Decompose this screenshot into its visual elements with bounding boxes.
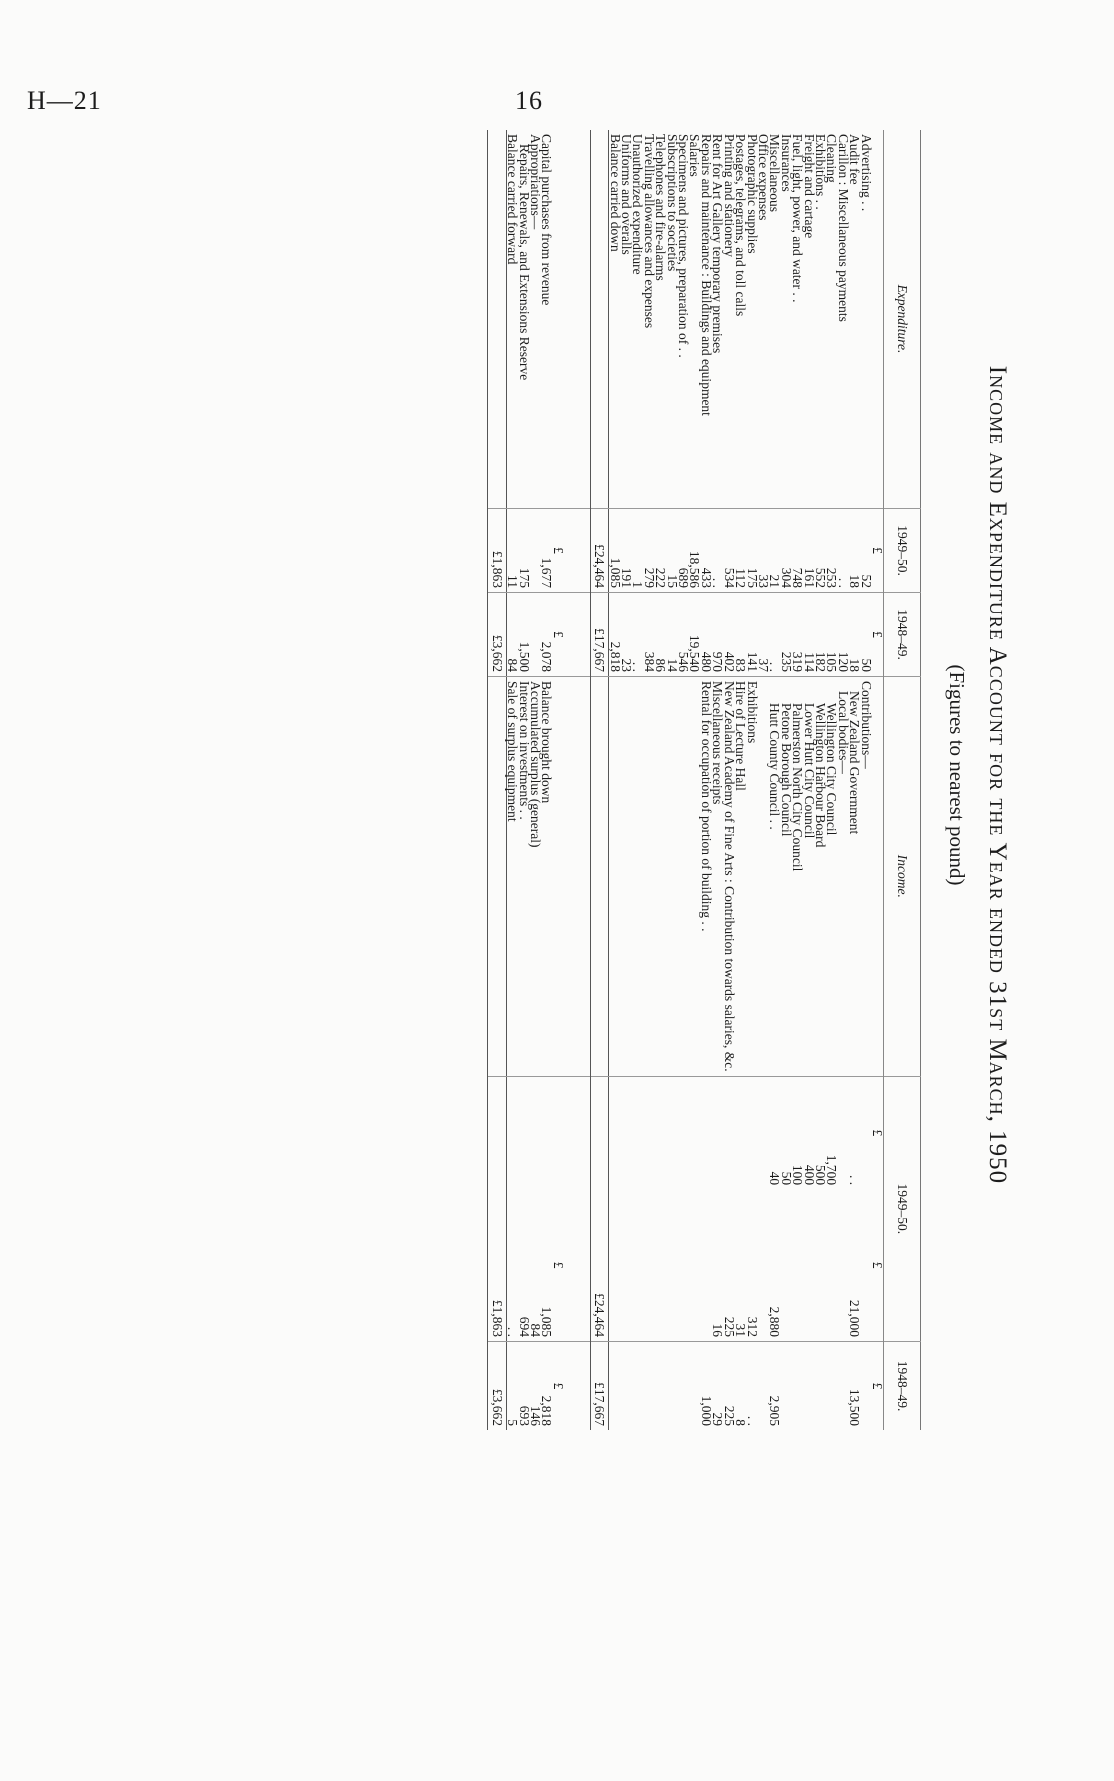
- expenditure-1949-50: 112: [735, 509, 746, 593]
- spacer: [552, 130, 563, 509]
- currency: £: [552, 509, 563, 593]
- expenditure-item: Carillon : Miscellaneous payments: [835, 134, 851, 322]
- income-total-1948-49: £3,662: [488, 1342, 506, 1431]
- expenditure-1949-50: 1,677: [541, 509, 552, 593]
- spacer: [564, 1076, 591, 1189]
- spacer: [488, 677, 506, 1077]
- income-1949-50-sub: £: [872, 1076, 884, 1189]
- income-1949-50-sub: [666, 1076, 677, 1189]
- account-table: [487, 130, 921, 1430]
- income-1949-50-sub: [701, 1076, 712, 1189]
- income-1949-50: [701, 1189, 712, 1341]
- expenditure-1949-50: 1,085: [609, 509, 621, 593]
- expenditure-item: Repairs, Renewals, and Extensions Reserve: [516, 144, 532, 381]
- expenditure-item: Postages, telegrams, and toll calls: [733, 134, 749, 317]
- expenditure-1949-50: 552: [815, 509, 826, 593]
- income-1948-49: [803, 1342, 814, 1431]
- table-row: [609, 130, 621, 1430]
- spacer: [564, 1189, 591, 1341]
- page-title: Income and Expenditure Account for the Year ended 31st March, 1950: [984, 365, 1011, 1185]
- expenditure-1948-49: 480: [701, 593, 712, 677]
- income-1949-50-sub: 50: [780, 1076, 791, 1189]
- expenditure-item: Salaries: [687, 134, 703, 177]
- expenditure-1949-50: 433: [701, 509, 712, 593]
- expenditure-1949-50: 534: [723, 509, 734, 593]
- expenditure-1949-50: 191: [621, 509, 632, 593]
- report-code: H—21: [27, 86, 102, 115]
- expenditure-1948-49: . .: [632, 593, 643, 677]
- income-1948-49: [609, 1342, 621, 1431]
- income-1948-49: 693: [518, 1342, 529, 1431]
- income-1948-49: 146: [530, 1342, 541, 1431]
- expenditure-1948-49: 18: [849, 593, 860, 677]
- income-1948-49: 225: [723, 1342, 734, 1431]
- expenditure-1948-49: 182: [815, 593, 826, 677]
- income-1948-49: [792, 1342, 803, 1431]
- spacer: [488, 1076, 506, 1189]
- spacer: [590, 1076, 608, 1189]
- expenditure-item: Advertising . .: [858, 134, 874, 212]
- income-item: [666, 677, 677, 1077]
- expenditure-item: Office expenses: [755, 134, 771, 221]
- expenditure-item: Specimens and pictures, preparation of . .: [676, 134, 692, 358]
- income-item: [643, 677, 654, 1077]
- expenditure-1948-49: 235: [780, 593, 791, 677]
- income-1949-50-sub: [712, 1076, 723, 1189]
- expenditure-1949-50: 15: [666, 509, 677, 593]
- expenditure-1949-50: 748: [792, 509, 803, 593]
- income-total-1948-49: £17,667: [590, 1342, 608, 1431]
- expenditure-item: Unauthorized expenditure: [630, 134, 646, 275]
- expenditure-1949-50: 175: [518, 509, 529, 593]
- expenditure-item: Photographic supplies: [744, 134, 760, 254]
- income-1948-49: £: [872, 1342, 884, 1431]
- expenditure-1949-50: . .: [712, 509, 723, 593]
- income-item: New Zealand Academy of Fine Arts : Contribution towards salaries, &c.: [723, 677, 734, 1077]
- income-1949-50: [609, 1189, 621, 1341]
- expenditure-item: Travelling allowances and expenses: [641, 134, 657, 329]
- spacer: [564, 1342, 591, 1431]
- spacer: [506, 1076, 518, 1189]
- income-1949-50-sub: [837, 1076, 848, 1189]
- currency: £: [550, 1261, 566, 1269]
- expenditure-1948-49: 402: [723, 593, 734, 677]
- income-item: Local bodies—: [837, 677, 848, 1077]
- expenditure-item: Audit fee: [847, 134, 863, 185]
- expenditure-1949-50: 161: [803, 509, 814, 593]
- currency: £: [552, 593, 563, 677]
- income-1949-50-sub: 500: [815, 1076, 826, 1189]
- expenditure-1948-49: 105: [826, 593, 837, 677]
- income-1949-50: 84: [528, 1323, 544, 1337]
- expenditure-total-1949-50: £1,863: [488, 509, 506, 593]
- income-item: Miscellaneous receipts: [712, 677, 723, 1077]
- expenditure-item: Appropriations—: [528, 134, 544, 230]
- spacer: [530, 1076, 541, 1189]
- income-item: Hire of Lecture Hall: [735, 677, 746, 1077]
- expenditure-total-1949-50: £24,464: [590, 509, 608, 593]
- income-1948-49: 2,905: [769, 1342, 780, 1431]
- income-1949-50-sub: [655, 1076, 666, 1189]
- expenditure-item: Freight and cartage: [801, 134, 817, 239]
- expenditure-item: Repairs and maintenance : Buildings and equipment: [698, 134, 714, 416]
- spacer: [564, 593, 591, 677]
- spacer: [488, 130, 506, 509]
- expenditure-1949-50: 222: [655, 509, 666, 593]
- expenditure-1949-50: £: [872, 509, 884, 593]
- expenditure-total-1948-49: £3,662: [488, 593, 506, 677]
- income-1949-50-sub: [746, 1076, 757, 1189]
- expenditure-1949-50: 21: [769, 509, 780, 593]
- expenditure-item: Exhibitions . .: [812, 134, 828, 210]
- spacer: [564, 130, 591, 509]
- expenditure-1949-50: . .: [837, 509, 848, 593]
- expenditure-item: Cleaning: [824, 134, 840, 183]
- expenditure-1949-50: 18,586: [689, 509, 700, 593]
- expenditure-1949-50: 1: [632, 509, 643, 593]
- income-item: Contributions—: [860, 677, 871, 1077]
- expenditure-1948-49: . .: [769, 593, 780, 677]
- income-1949-50: [643, 1189, 654, 1341]
- expenditure-1948-49: 1,500: [518, 593, 529, 677]
- income-1948-49: 29: [712, 1342, 723, 1431]
- rotated-page: [101, 0, 1011, 1540]
- table-row: [701, 130, 712, 1430]
- income-item: New Zealand Government: [849, 677, 860, 1077]
- income-1949-50-sub: [735, 1076, 746, 1189]
- income-1949-50-sub: [643, 1076, 654, 1189]
- expenditure-item: Telephones and fire-alarms: [653, 134, 669, 281]
- income-1949-50: 225: [721, 1316, 737, 1337]
- income-1949-50-sub: [678, 1076, 689, 1189]
- spacer: [590, 130, 608, 509]
- income-1948-49: 13,500: [849, 1342, 860, 1431]
- expenditure-1948-49: 141: [746, 593, 757, 677]
- expenditure-1948-49: 86: [655, 593, 666, 677]
- income-1949-50: 16: [710, 1323, 726, 1337]
- income-item: [609, 677, 621, 1077]
- income-item: Sale of surplus equipment: [506, 677, 518, 1077]
- expenditure-item: Printing and stationery: [721, 134, 737, 257]
- income-1949-50-sub: 1,700: [826, 1076, 837, 1189]
- income-total-1949-50: £24,464: [590, 1189, 608, 1341]
- expenditure-heading: Expenditure.: [884, 130, 921, 509]
- income-item: [678, 677, 689, 1077]
- expenditure-1949-50: 175: [746, 509, 757, 593]
- income-1948-49: [643, 1342, 654, 1431]
- income-item: Exhibitions: [746, 677, 757, 1077]
- spacer: [541, 1076, 552, 1189]
- income-item: [632, 677, 643, 1077]
- expenditure-1949-50: 304: [780, 509, 791, 593]
- income-1949-50: [689, 1189, 700, 1341]
- table-row: [769, 130, 780, 1430]
- income-item: Interest on investments . .: [518, 677, 529, 1077]
- expenditure-1948-49: 37: [758, 593, 769, 677]
- income-1949-50: [678, 1189, 689, 1341]
- income-1948-49: [780, 1342, 791, 1431]
- income-1948-49: 1,000: [701, 1342, 712, 1431]
- income-1949-50: [621, 1189, 632, 1341]
- income-1949-50: . .: [505, 1326, 521, 1337]
- income-1949-50-sub: 40: [769, 1076, 780, 1189]
- expenditure-1948-49: 50: [860, 593, 871, 677]
- income-item: Lower Hutt City Council: [803, 677, 814, 1077]
- expenditure-1948-49: 384: [643, 593, 654, 677]
- expenditure-1948-49: 2,818: [609, 593, 621, 677]
- expenditure-item: Insurances: [778, 134, 794, 192]
- income-1949-50: 21,000: [847, 1299, 863, 1337]
- expenditure-1948-49: £: [872, 593, 884, 677]
- income-1949-50-sub: 100: [792, 1076, 803, 1189]
- expenditure-item: Rent for Art Gallery temporary premises: [710, 134, 726, 354]
- table-row: [780, 130, 791, 1430]
- income-1949-50: [792, 1189, 803, 1341]
- inc-col-1948-49: 1948–49.: [884, 1342, 921, 1431]
- spacer: [564, 677, 591, 1077]
- spacer: [564, 509, 591, 593]
- income-1948-49: [815, 1342, 826, 1431]
- table-row: [849, 130, 860, 1430]
- expenditure-item: Balance carried down: [607, 134, 623, 252]
- expenditure-item: Fuel, light, power, and water . .: [790, 134, 806, 303]
- table-row: [552, 130, 563, 1430]
- income-1948-49: [655, 1342, 666, 1431]
- income-1949-50: 1,085: [539, 1306, 555, 1337]
- expenditure-item: Subscriptions to societies: [664, 134, 680, 272]
- page-number: 16: [515, 86, 543, 115]
- income-item: Wellington Harbour Board: [815, 677, 826, 1077]
- income-1949-50-sub: . .: [849, 1076, 860, 1189]
- expenditure-1948-49: 19,540: [689, 593, 700, 677]
- income-1948-49: . .: [746, 1342, 757, 1431]
- income-1949-50-sub: [632, 1076, 643, 1189]
- income-1949-50-sub: [609, 1076, 621, 1189]
- expenditure-item: Capital purchases from revenue: [539, 134, 555, 306]
- expenditure-item: Balance carried forward: [505, 134, 521, 265]
- expenditure-1948-49: 120: [837, 593, 848, 677]
- income-1949-50: [826, 1189, 837, 1341]
- expenditure-1949-50: 18: [849, 509, 860, 593]
- exp-col-1948-49: 1948–49.: [884, 593, 921, 677]
- income-1948-49: [678, 1342, 689, 1431]
- spacer: [552, 1076, 563, 1189]
- expenditure-item: Uniforms and overalls: [619, 134, 635, 255]
- expenditure-1948-49: 970: [712, 593, 723, 677]
- income-1949-50-sub: [689, 1076, 700, 1189]
- income-1948-49: 5: [506, 1342, 518, 1431]
- income-1949-50: [815, 1189, 826, 1341]
- income-item: Petone Borough Council: [780, 677, 791, 1077]
- expenditure-1949-50: 253: [826, 509, 837, 593]
- table-row: [872, 130, 884, 1430]
- page-subtitle: (Figures to nearest pound): [945, 664, 969, 886]
- expenditure-total-1948-49: £17,667: [590, 593, 608, 677]
- income-1948-49: [621, 1342, 632, 1431]
- income-item: [655, 677, 666, 1077]
- income-1948-49: [666, 1342, 677, 1431]
- income-item: Palmerston North City Council: [792, 677, 803, 1077]
- income-1949-50: 312: [744, 1316, 760, 1337]
- income-1948-49: [632, 1342, 643, 1431]
- expenditure-1948-49: 23: [621, 593, 632, 677]
- table-row: [488, 130, 506, 1430]
- exp-col-1949-50: 1949–50.: [884, 509, 921, 593]
- income-1949-50-sub: [621, 1076, 632, 1189]
- income-1949-50-sub: [723, 1076, 734, 1189]
- income-1949-50: [632, 1189, 643, 1341]
- table-row: [564, 130, 591, 1430]
- income-1949-50: 2,880: [767, 1306, 783, 1337]
- income-1949-50: [803, 1189, 814, 1341]
- expenditure-1948-49: 84: [506, 593, 518, 677]
- income-1949-50: [780, 1189, 791, 1341]
- spacer: [590, 677, 608, 1077]
- income-item: Wellington City Council: [826, 677, 837, 1077]
- income-heading: Income.: [884, 677, 921, 1077]
- table-row: [678, 130, 689, 1430]
- currency: £: [552, 1342, 563, 1431]
- income-1948-49: [826, 1342, 837, 1431]
- table-row: [643, 130, 654, 1430]
- table-row: [590, 130, 608, 1430]
- income-1948-49: 2,818: [541, 1342, 552, 1431]
- spacer: [552, 677, 563, 1077]
- expenditure-1949-50: 11: [506, 509, 518, 593]
- income-item: Rental for occupation of portion of building . .: [701, 677, 712, 1077]
- table-row: [621, 130, 632, 1430]
- income-1949-50: £: [870, 1261, 885, 1269]
- income-item: Accumulated surplus (general): [530, 677, 541, 1077]
- expenditure-1948-49: 114: [803, 593, 814, 677]
- expenditure-1948-49: 319: [792, 593, 803, 677]
- expenditure-1949-50: 33: [758, 509, 769, 593]
- income-item: Hutt County Council . .: [769, 677, 780, 1077]
- income-item: Balance brought down: [541, 677, 552, 1077]
- spacer: [518, 1076, 529, 1189]
- income-item: [621, 677, 632, 1077]
- expenditure-item: Miscellaneous: [767, 134, 783, 212]
- expenditure-1949-50: 52: [860, 509, 871, 593]
- expenditure-1948-49: 83: [735, 593, 746, 677]
- income-total-1949-50: £1,863: [488, 1189, 506, 1341]
- income-1949-50: 694: [516, 1316, 532, 1337]
- income-1949-50: [666, 1189, 677, 1341]
- income-1949-50: [655, 1189, 666, 1341]
- table-row: [723, 130, 734, 1430]
- expenditure-1949-50: 279: [643, 509, 654, 593]
- expenditure-1948-49: 2,078: [541, 593, 552, 677]
- inc-col-1949-50: 1949–50.: [884, 1076, 921, 1341]
- expenditure-1948-49: 14: [666, 593, 677, 677]
- income-1949-50-sub: 400: [803, 1076, 814, 1189]
- income-1949-50: 31: [733, 1323, 749, 1337]
- expenditure-1949-50: 689: [678, 509, 689, 593]
- expenditure-1948-49: 546: [678, 593, 689, 677]
- income-1948-49: 8: [735, 1342, 746, 1431]
